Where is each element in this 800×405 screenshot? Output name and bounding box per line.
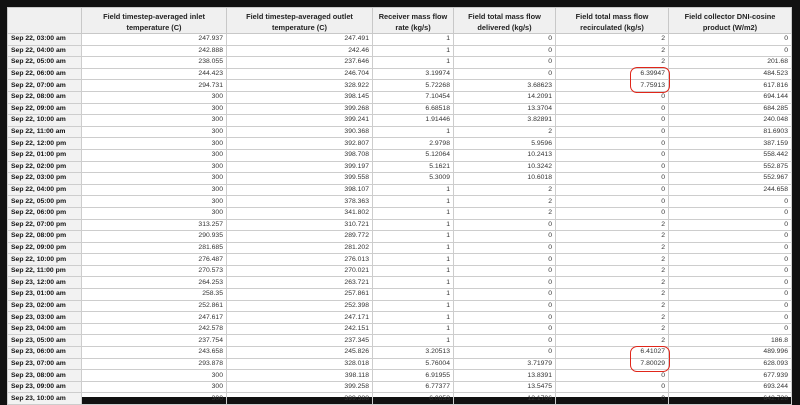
table-cell[interactable]: 642.728 xyxy=(669,393,792,405)
table-cell[interactable]: 341.802 xyxy=(227,207,373,219)
row-timestamp[interactable]: Sep 22, 07:00 pm xyxy=(8,219,82,231)
table-cell[interactable]: 276.487 xyxy=(82,254,227,266)
column-header-inlet-temperature[interactable]: Field timestep-averaged inlet temperature (C) xyxy=(82,8,227,34)
table-cell[interactable]: 0 xyxy=(556,161,669,173)
table-cell[interactable]: 399.258 xyxy=(227,381,373,393)
row-timestamp[interactable]: Sep 22, 03:00 am xyxy=(8,34,82,46)
table-cell[interactable]: 0 xyxy=(454,34,556,46)
table-cell[interactable]: 300 xyxy=(82,184,227,196)
row-timestamp[interactable]: Sep 22, 09:00 am xyxy=(8,103,82,115)
table-cell[interactable]: 186.8 xyxy=(669,335,792,347)
table-body xyxy=(8,34,792,405)
table-cell[interactable]: 0 xyxy=(669,45,792,57)
table-cell[interactable]: 398.708 xyxy=(227,149,373,161)
table-cell[interactable]: 81.6903 xyxy=(669,126,792,138)
table-cell[interactable]: 5.76004 xyxy=(373,358,454,370)
table-cell[interactable]: 1 xyxy=(373,57,454,69)
column-header-outlet-temperature[interactable]: Field timestep-averaged outlet temperature (C) xyxy=(227,8,373,34)
table-cell[interactable]: 399.388 xyxy=(227,393,373,405)
table-cell[interactable]: 247.171 xyxy=(227,312,373,324)
table-cell[interactable]: 6.91955 xyxy=(373,370,454,382)
table-row[interactable] xyxy=(8,184,792,196)
table-cell[interactable]: 0 xyxy=(556,173,669,185)
table-cell[interactable]: 10.2413 xyxy=(454,149,556,161)
table-row[interactable] xyxy=(8,335,792,347)
table-cell[interactable]: 7.80029 xyxy=(556,358,669,370)
table-cell[interactable]: 290.935 xyxy=(82,231,227,243)
table-cell[interactable]: 0 xyxy=(454,68,556,80)
table-cell[interactable]: 398.107 xyxy=(227,184,373,196)
table-cell[interactable]: 3.20513 xyxy=(373,347,454,359)
table-cell[interactable]: 552.875 xyxy=(669,161,792,173)
row-timestamp[interactable]: Sep 22, 12:00 pm xyxy=(8,138,82,150)
table-cell[interactable]: 300 xyxy=(82,207,227,219)
table-cell[interactable]: 1 xyxy=(373,231,454,243)
table-cell[interactable]: 387.159 xyxy=(669,138,792,150)
row-timestamp[interactable]: Sep 23, 03:00 am xyxy=(8,312,82,324)
table-row[interactable] xyxy=(8,265,792,277)
table-row[interactable] xyxy=(8,312,792,324)
table-cell[interactable]: 628.093 xyxy=(669,358,792,370)
table-row[interactable] xyxy=(8,254,792,266)
table-cell[interactable]: 1 xyxy=(373,289,454,301)
table-cell[interactable]: 0 xyxy=(669,254,792,266)
table-cell[interactable]: 0 xyxy=(454,231,556,243)
table-cell[interactable]: 0 xyxy=(454,277,556,289)
table-cell[interactable]: 0 xyxy=(669,196,792,208)
table-cell[interactable]: 328.922 xyxy=(227,80,373,92)
table-cell[interactable]: 276.013 xyxy=(227,254,373,266)
table-cell[interactable]: 300 xyxy=(82,91,227,103)
table-cell[interactable]: 3.71979 xyxy=(454,358,556,370)
table-cell[interactable]: 0 xyxy=(669,300,792,312)
table-cell[interactable]: 398.118 xyxy=(227,370,373,382)
table-cell[interactable]: 242.578 xyxy=(82,323,227,335)
table-cell[interactable]: 2 xyxy=(556,57,669,69)
timeseries-data-table xyxy=(7,7,792,405)
table-cell[interactable]: 693.244 xyxy=(669,381,792,393)
table-cell[interactable]: 398.145 xyxy=(227,91,373,103)
table-cell[interactable]: 0 xyxy=(556,370,669,382)
table-cell[interactable]: 6.0853 xyxy=(373,393,454,405)
table-cell[interactable]: 5.3009 xyxy=(373,173,454,185)
table-cell[interactable]: 0 xyxy=(556,207,669,219)
row-timestamp[interactable]: Sep 22, 01:00 pm xyxy=(8,149,82,161)
table-cell[interactable]: 0 xyxy=(669,34,792,46)
table-cell[interactable]: 252.398 xyxy=(227,300,373,312)
table-cell[interactable]: 0 xyxy=(454,219,556,231)
table-cell[interactable]: 237.754 xyxy=(82,335,227,347)
table-cell[interactable]: 0 xyxy=(454,45,556,57)
table-cell[interactable]: 1 xyxy=(373,323,454,335)
table-cell[interactable]: 0 xyxy=(669,219,792,231)
table-cell[interactable]: 5.1621 xyxy=(373,161,454,173)
table-cell[interactable]: 2 xyxy=(556,312,669,324)
table-cell[interactable]: 6.39947 xyxy=(556,68,669,80)
table-cell[interactable]: 1.91446 xyxy=(373,115,454,127)
table-cell[interactable]: 300 xyxy=(82,115,227,127)
table-cell[interactable]: 293.878 xyxy=(82,358,227,370)
table-cell[interactable]: 245.826 xyxy=(227,347,373,359)
table-cell[interactable]: 0 xyxy=(454,242,556,254)
table-cell[interactable]: 399.268 xyxy=(227,103,373,115)
table-cell[interactable]: 0 xyxy=(454,335,556,347)
table-cell[interactable]: 0 xyxy=(556,149,669,161)
table-row[interactable] xyxy=(8,80,792,92)
table-cell[interactable]: 1 xyxy=(373,277,454,289)
table-cell[interactable]: 6.41027 xyxy=(556,347,669,359)
table-cell[interactable]: 2 xyxy=(556,277,669,289)
table-cell[interactable]: 281.685 xyxy=(82,242,227,254)
table-cell[interactable]: 7.75913 xyxy=(556,80,669,92)
table-row[interactable] xyxy=(8,57,792,69)
table-cell[interactable]: 242.151 xyxy=(227,323,373,335)
table-cell[interactable]: 0 xyxy=(556,91,669,103)
table-cell[interactable]: 0 xyxy=(556,103,669,115)
table-row[interactable] xyxy=(8,300,792,312)
table-cell[interactable]: 238.055 xyxy=(82,57,227,69)
table-cell[interactable]: 0 xyxy=(669,265,792,277)
table-cell[interactable]: 0 xyxy=(454,289,556,301)
table-cell[interactable]: 0 xyxy=(556,393,669,405)
table-cell[interactable]: 0 xyxy=(669,231,792,243)
table-cell[interactable]: 552.967 xyxy=(669,173,792,185)
row-timestamp[interactable]: Sep 22, 11:00 pm xyxy=(8,265,82,277)
table-cell[interactable]: 3.19974 xyxy=(373,68,454,80)
table-cell[interactable]: 484.523 xyxy=(669,68,792,80)
table-row[interactable] xyxy=(8,370,792,382)
table-cell[interactable]: 257.861 xyxy=(227,289,373,301)
row-timestamp[interactable]: Sep 22, 06:00 pm xyxy=(8,207,82,219)
table-cell[interactable]: 10.3242 xyxy=(454,161,556,173)
table-cell[interactable]: 489.996 xyxy=(669,347,792,359)
table-cell[interactable]: 2 xyxy=(556,242,669,254)
row-timestamp[interactable]: Sep 23, 01:00 am xyxy=(8,289,82,301)
table-cell[interactable]: 14.2091 xyxy=(454,91,556,103)
table-cell[interactable]: 2 xyxy=(454,196,556,208)
table-cell[interactable]: 281.202 xyxy=(227,242,373,254)
table-cell[interactable]: 242.888 xyxy=(82,45,227,57)
table-cell[interactable]: 237.345 xyxy=(227,335,373,347)
table-cell[interactable]: 0 xyxy=(669,312,792,324)
table-cell[interactable]: 300 xyxy=(82,138,227,150)
table-cell[interactable]: 1 xyxy=(373,34,454,46)
table-cell[interactable]: 300 xyxy=(82,149,227,161)
table-cell[interactable]: 2.9798 xyxy=(373,138,454,150)
table-cell[interactable]: 2 xyxy=(454,207,556,219)
table-cell[interactable]: 246.704 xyxy=(227,68,373,80)
table-row[interactable] xyxy=(8,173,792,185)
table-cell[interactable]: 6.68518 xyxy=(373,103,454,115)
table-cell[interactable]: 2 xyxy=(556,219,669,231)
table-cell[interactable]: 684.285 xyxy=(669,103,792,115)
row-timestamp[interactable]: Sep 23, 08:00 am xyxy=(8,370,82,382)
table-row[interactable] xyxy=(8,138,792,150)
table-cell[interactable]: 2 xyxy=(454,184,556,196)
table-cell[interactable]: 0 xyxy=(556,184,669,196)
table-cell[interactable]: 237.646 xyxy=(227,57,373,69)
table-cell[interactable]: 264.253 xyxy=(82,277,227,289)
row-timestamp[interactable]: Sep 23, 05:00 am xyxy=(8,335,82,347)
table-cell[interactable]: 0 xyxy=(556,126,669,138)
table-cell[interactable]: 0 xyxy=(669,207,792,219)
table-cell[interactable]: 0 xyxy=(454,265,556,277)
table-row[interactable] xyxy=(8,161,792,173)
table-cell[interactable]: 300 xyxy=(82,173,227,185)
column-header-mass-flow-delivered[interactable]: Field total mass flow delivered (kg/s) xyxy=(454,8,556,34)
table-cell[interactable]: 399.558 xyxy=(227,173,373,185)
table-cell[interactable]: 0 xyxy=(454,347,556,359)
row-timestamp[interactable]: Sep 22, 05:00 am xyxy=(8,57,82,69)
column-header-time[interactable] xyxy=(8,8,82,34)
table-cell[interactable]: 0 xyxy=(556,115,669,127)
table-cell[interactable]: 617.816 xyxy=(669,80,792,92)
table-cell[interactable]: 1 xyxy=(373,219,454,231)
table-cell[interactable]: 2 xyxy=(556,289,669,301)
table-cell[interactable]: 2 xyxy=(556,265,669,277)
row-timestamp[interactable]: Sep 22, 04:00 pm xyxy=(8,184,82,196)
data-table-window xyxy=(7,7,791,402)
table-cell[interactable]: 247.937 xyxy=(82,34,227,46)
row-timestamp[interactable]: Sep 22, 03:00 pm xyxy=(8,173,82,185)
table-cell[interactable]: 13.8391 xyxy=(454,370,556,382)
table-cell[interactable]: 252.861 xyxy=(82,300,227,312)
table-cell[interactable]: 300 xyxy=(82,381,227,393)
table-cell[interactable]: 694.144 xyxy=(669,91,792,103)
table-cell[interactable]: 0 xyxy=(454,312,556,324)
table-cell[interactable]: 2 xyxy=(454,126,556,138)
table-cell[interactable]: 300 xyxy=(82,161,227,173)
table-row[interactable] xyxy=(8,45,792,57)
table-cell[interactable]: 0 xyxy=(669,277,792,289)
table-cell[interactable]: 247.617 xyxy=(82,312,227,324)
table-cell[interactable]: 300 xyxy=(82,103,227,115)
table-row[interactable] xyxy=(8,34,792,46)
table-cell[interactable]: 1 xyxy=(373,242,454,254)
table-cell[interactable]: 289.772 xyxy=(227,231,373,243)
table-cell[interactable]: 244.658 xyxy=(669,184,792,196)
table-row[interactable] xyxy=(8,277,792,289)
table-cell[interactable]: 247.491 xyxy=(227,34,373,46)
table-cell[interactable]: 242.46 xyxy=(227,45,373,57)
table-cell[interactable]: 378.363 xyxy=(227,196,373,208)
table-row[interactable] xyxy=(8,115,792,127)
table-cell[interactable]: 2 xyxy=(556,45,669,57)
table-row[interactable] xyxy=(8,219,792,231)
table-cell[interactable]: 1 xyxy=(373,126,454,138)
table-cell[interactable]: 2 xyxy=(556,323,669,335)
table-cell[interactable]: 0 xyxy=(454,300,556,312)
table-row[interactable] xyxy=(8,231,792,243)
table-cell[interactable]: 0 xyxy=(669,323,792,335)
row-timestamp[interactable]: Sep 22, 04:00 am xyxy=(8,45,82,57)
row-timestamp[interactable]: Sep 22, 08:00 pm xyxy=(8,231,82,243)
table-cell[interactable]: 244.423 xyxy=(82,68,227,80)
table-cell[interactable]: 263.721 xyxy=(227,277,373,289)
table-row[interactable] xyxy=(8,381,792,393)
table-row[interactable] xyxy=(8,149,792,161)
table-cell[interactable]: 399.241 xyxy=(227,115,373,127)
table-cell[interactable]: 0 xyxy=(454,254,556,266)
table-cell[interactable]: 0 xyxy=(556,381,669,393)
table-row[interactable] xyxy=(8,91,792,103)
table-cell[interactable]: 2 xyxy=(556,335,669,347)
table-cell[interactable]: 5.72268 xyxy=(373,80,454,92)
table-cell[interactable]: 300 xyxy=(82,126,227,138)
table-cell[interactable]: 328.018 xyxy=(227,358,373,370)
table-cell[interactable]: 2 xyxy=(556,231,669,243)
table-cell[interactable]: 0 xyxy=(669,242,792,254)
table-cell[interactable]: 300 xyxy=(82,393,227,405)
table-cell[interactable]: 300 xyxy=(82,196,227,208)
table-cell[interactable]: 1 xyxy=(373,300,454,312)
table-cell[interactable]: 10.6018 xyxy=(454,173,556,185)
row-timestamp[interactable]: Sep 23, 12:00 am xyxy=(8,277,82,289)
table-cell[interactable]: 300 xyxy=(82,370,227,382)
table-cell[interactable]: 2 xyxy=(556,300,669,312)
table-cell[interactable]: 1 xyxy=(373,196,454,208)
table-row[interactable] xyxy=(8,126,792,138)
table-cell[interactable]: 2 xyxy=(556,34,669,46)
table-cell[interactable]: 13.3704 xyxy=(454,103,556,115)
table-cell[interactable]: 0 xyxy=(454,323,556,335)
table-row[interactable] xyxy=(8,393,792,405)
table-cell[interactable]: 258.35 xyxy=(82,289,227,301)
row-timestamp[interactable]: Sep 22, 05:00 pm xyxy=(8,196,82,208)
table-cell[interactable]: 294.731 xyxy=(82,80,227,92)
table-cell[interactable]: 310.721 xyxy=(227,219,373,231)
table-cell[interactable]: 270.021 xyxy=(227,265,373,277)
table-cell[interactable]: 240.048 xyxy=(669,115,792,127)
row-timestamp[interactable]: Sep 22, 11:00 am xyxy=(8,126,82,138)
row-timestamp[interactable]: Sep 22, 07:00 am xyxy=(8,80,82,92)
table-cell[interactable]: 1 xyxy=(373,184,454,196)
table-cell[interactable]: 201.68 xyxy=(669,57,792,69)
table-row[interactable] xyxy=(8,289,792,301)
row-timestamp[interactable]: Sep 23, 04:00 am xyxy=(8,323,82,335)
table-cell[interactable]: 7.10454 xyxy=(373,91,454,103)
table-row[interactable] xyxy=(8,347,792,359)
row-timestamp[interactable]: Sep 22, 10:00 pm xyxy=(8,254,82,266)
table-row[interactable] xyxy=(8,68,792,80)
row-timestamp[interactable]: Sep 23, 07:00 am xyxy=(8,358,82,370)
table-row[interactable] xyxy=(8,242,792,254)
column-header-dni-cosine-product[interactable]: Field collector DNI-cosine product (W/m2) xyxy=(669,8,792,34)
table-cell[interactable]: 0 xyxy=(669,289,792,301)
row-timestamp[interactable]: Sep 23, 02:00 am xyxy=(8,300,82,312)
table-cell[interactable]: 1 xyxy=(373,335,454,347)
table-row[interactable] xyxy=(8,358,792,370)
row-timestamp[interactable]: Sep 22, 10:00 am xyxy=(8,115,82,127)
table-cell[interactable]: 3.82891 xyxy=(454,115,556,127)
table-cell[interactable]: 1 xyxy=(373,312,454,324)
table-cell[interactable]: 0 xyxy=(556,138,669,150)
table-cell[interactable]: 1 xyxy=(373,207,454,219)
table-cell[interactable]: 0 xyxy=(556,196,669,208)
table-cell[interactable]: 1 xyxy=(373,254,454,266)
row-timestamp[interactable]: Sep 23, 10:00 am xyxy=(8,393,82,405)
table-cell[interactable]: 558.442 xyxy=(669,149,792,161)
table-cell[interactable]: 5.12064 xyxy=(373,149,454,161)
table-cell[interactable]: 0 xyxy=(454,57,556,69)
table-cell[interactable]: 2 xyxy=(556,254,669,266)
row-timestamp[interactable]: Sep 22, 02:00 pm xyxy=(8,161,82,173)
table-cell[interactable]: 12.1706 xyxy=(454,393,556,405)
table-cell[interactable]: 13.5475 xyxy=(454,381,556,393)
column-header-receiver-mass-flow[interactable]: Receiver mass flow rate (kg/s) xyxy=(373,8,454,34)
table-row[interactable] xyxy=(8,103,792,115)
table-cell[interactable]: 1 xyxy=(373,265,454,277)
row-timestamp[interactable]: Sep 22, 06:00 am xyxy=(8,68,82,80)
row-timestamp[interactable]: Sep 22, 09:00 pm xyxy=(8,242,82,254)
table-cell[interactable]: 243.658 xyxy=(82,347,227,359)
table-row[interactable] xyxy=(8,323,792,335)
row-timestamp[interactable]: Sep 22, 08:00 am xyxy=(8,91,82,103)
table-cell[interactable]: 5.9596 xyxy=(454,138,556,150)
table-row[interactable] xyxy=(8,207,792,219)
row-timestamp[interactable]: Sep 23, 09:00 am xyxy=(8,381,82,393)
table-cell[interactable]: 677.939 xyxy=(669,370,792,382)
table-header-row xyxy=(8,8,792,34)
column-header-mass-flow-recirculated[interactable]: Field total mass flow recirculated (kg/s) xyxy=(556,8,669,34)
row-timestamp[interactable]: Sep 23, 06:00 am xyxy=(8,347,82,359)
table-cell[interactable]: 313.257 xyxy=(82,219,227,231)
table-cell[interactable]: 6.77377 xyxy=(373,381,454,393)
table-row[interactable] xyxy=(8,196,792,208)
table-cell[interactable]: 270.573 xyxy=(82,265,227,277)
table-cell[interactable]: 399.197 xyxy=(227,161,373,173)
table-cell[interactable]: 1 xyxy=(373,45,454,57)
table-cell[interactable]: 3.68623 xyxy=(454,80,556,92)
table-cell[interactable]: 392.807 xyxy=(227,138,373,150)
table-cell[interactable]: 390.368 xyxy=(227,126,373,138)
